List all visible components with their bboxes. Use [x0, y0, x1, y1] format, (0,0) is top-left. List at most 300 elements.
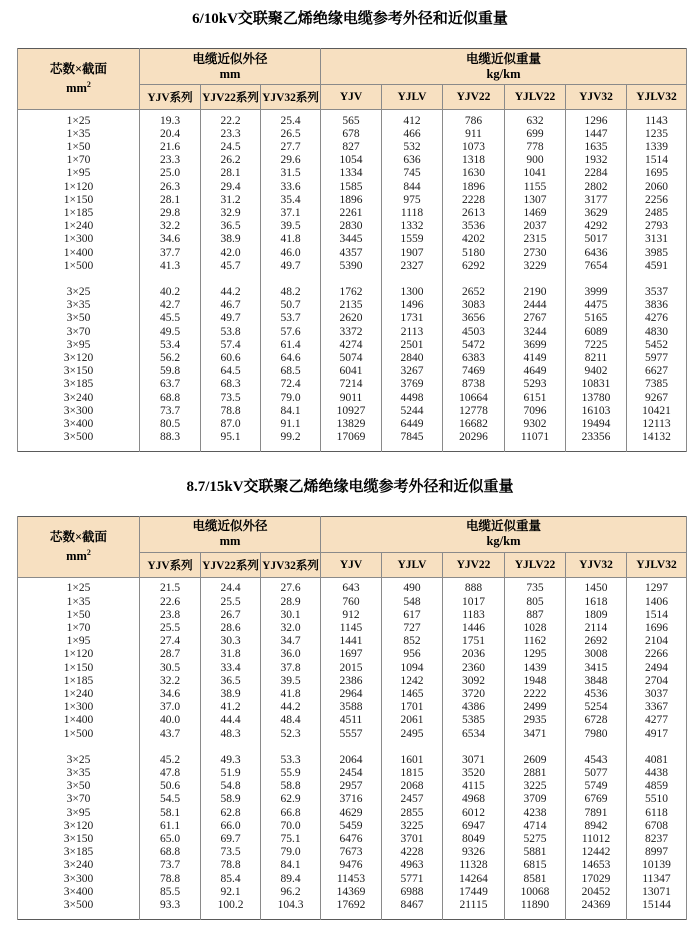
table-row: [18, 767, 687, 780]
value-cell: 78.8: [140, 873, 201, 886]
value-cell: 2485: [627, 207, 687, 220]
value-cell: 95.1: [201, 431, 261, 444]
value-cell: 1318: [443, 154, 505, 167]
value-cell: 2964: [321, 688, 382, 701]
table-row: [18, 820, 687, 833]
spec-cell: 3×70: [18, 326, 140, 339]
value-cell: 1054: [321, 154, 382, 167]
value-cell: 73.7: [140, 859, 201, 872]
table-row: [18, 728, 687, 741]
col-header-yjv-series: YJV系列: [140, 85, 201, 110]
value-cell: 68.3: [201, 378, 261, 391]
value-cell: 23.8: [140, 609, 201, 622]
spec-cell: 3×500: [18, 899, 140, 912]
table-row: [18, 115, 687, 128]
value-cell: 17449: [443, 886, 505, 899]
value-cell: 66.8: [261, 807, 321, 820]
value-cell: 4629: [321, 807, 382, 820]
value-cell: 3999: [566, 286, 627, 299]
value-cell: 23.3: [201, 128, 261, 141]
value-cell: 5017: [566, 233, 627, 246]
value-cell: 8738: [443, 378, 505, 391]
value-cell: 62.8: [201, 807, 261, 820]
value-cell: 5510: [627, 793, 687, 806]
value-cell: 3267: [382, 365, 443, 378]
value-cell: 11328: [443, 859, 505, 872]
value-cell: 1041: [505, 167, 566, 180]
value-cell: 4202: [443, 233, 505, 246]
table-row: [18, 662, 687, 675]
col-header-yjlv: YJLV: [382, 85, 443, 110]
spec-cell: 1×185: [18, 675, 140, 688]
value-cell: 3471: [505, 728, 566, 741]
value-cell: 2315: [505, 233, 566, 246]
value-cell: 7096: [505, 405, 566, 418]
spec-header-label: 芯数×截面: [49, 529, 108, 544]
value-cell: 2457: [382, 793, 443, 806]
value-cell: 1332: [382, 220, 443, 233]
value-cell: 19494: [566, 418, 627, 431]
value-cell: 6151: [505, 392, 566, 405]
spacer-cell: [627, 444, 687, 451]
value-cell: 1932: [566, 154, 627, 167]
value-cell: 17692: [321, 899, 382, 912]
value-cell: 63.7: [140, 378, 201, 391]
table-row: [18, 833, 687, 846]
wt-group-header: [321, 516, 687, 552]
value-cell: 14653: [566, 859, 627, 872]
value-cell: 6988: [382, 886, 443, 899]
value-cell: 3415: [566, 662, 627, 675]
value-cell: 6627: [627, 365, 687, 378]
value-cell: 36.0: [261, 648, 321, 661]
spacer-cell: [261, 741, 321, 754]
value-cell: 9402: [566, 365, 627, 378]
value-cell: 8997: [627, 846, 687, 859]
value-cell: 1296: [566, 115, 627, 128]
value-cell: 3699: [505, 339, 566, 352]
spacer-cell: [321, 444, 382, 451]
value-cell: 17029: [566, 873, 627, 886]
spec-cell: 3×500: [18, 431, 140, 444]
value-cell: 1469: [505, 207, 566, 220]
value-cell: 40.2: [140, 286, 201, 299]
table-row: [18, 339, 687, 352]
value-cell: 16682: [443, 418, 505, 431]
spacer-cell: [140, 912, 201, 919]
value-cell: 9326: [443, 846, 505, 859]
value-cell: 2730: [505, 247, 566, 260]
spec-cell: 3×185: [18, 846, 140, 859]
table-row: [18, 780, 687, 793]
value-cell: 2499: [505, 701, 566, 714]
table-row: [18, 431, 687, 444]
spec-cell: 3×400: [18, 418, 140, 431]
spec-cell: 1×50: [18, 141, 140, 154]
table-row: [18, 247, 687, 260]
value-cell: 745: [382, 167, 443, 180]
spacer-cell: [382, 273, 443, 286]
spacer-cell: [505, 741, 566, 754]
value-cell: 54.5: [140, 793, 201, 806]
value-cell: 72.4: [261, 378, 321, 391]
spec-cell: 1×25: [18, 582, 140, 595]
value-cell: 38.9: [201, 233, 261, 246]
value-cell: 69.7: [201, 833, 261, 846]
value-cell: 2454: [321, 767, 382, 780]
table-row: [18, 207, 687, 220]
value-cell: 1896: [443, 181, 505, 194]
value-cell: 78.8: [201, 859, 261, 872]
col-header-yjv32: YJV32: [566, 85, 627, 110]
table-row: [18, 807, 687, 820]
value-cell: 22.2: [201, 115, 261, 128]
value-cell: 2068: [382, 780, 443, 793]
col-header-yjv32-series: YJV32系列: [261, 552, 321, 577]
value-cell: 4475: [566, 299, 627, 312]
table-row: [18, 635, 687, 648]
group-gap-row: [18, 273, 687, 286]
spacer-cell: [201, 912, 261, 919]
value-cell: 54.8: [201, 780, 261, 793]
value-cell: 2114: [566, 622, 627, 635]
value-cell: 2222: [505, 688, 566, 701]
cable-table-6-10kv: [17, 48, 687, 452]
value-cell: 13829: [321, 418, 382, 431]
value-cell: 28.6: [201, 622, 261, 635]
value-cell: 4830: [627, 326, 687, 339]
value-cell: 11347: [627, 873, 687, 886]
value-cell: 1465: [382, 688, 443, 701]
value-cell: 48.2: [261, 286, 321, 299]
value-cell: 4649: [505, 365, 566, 378]
spec-cell: 1×400: [18, 714, 140, 727]
value-cell: 6436: [566, 247, 627, 260]
value-cell: 1235: [627, 128, 687, 141]
spec-cell: 1×500: [18, 260, 140, 273]
value-cell: 11071: [505, 431, 566, 444]
value-cell: 68.5: [261, 365, 321, 378]
value-cell: 2444: [505, 299, 566, 312]
value-cell: 2855: [382, 807, 443, 820]
value-cell: 4963: [382, 859, 443, 872]
value-cell: 4386: [443, 701, 505, 714]
value-cell: 617: [382, 609, 443, 622]
value-cell: 15144: [627, 899, 687, 912]
value-cell: 20.4: [140, 128, 201, 141]
value-cell: 888: [443, 582, 505, 595]
spacer-cell: [566, 741, 627, 754]
value-cell: 1145: [321, 622, 382, 635]
value-cell: 3445: [321, 233, 382, 246]
value-cell: 1601: [382, 754, 443, 767]
value-cell: 6947: [443, 820, 505, 833]
table-row: [18, 622, 687, 635]
value-cell: 8049: [443, 833, 505, 846]
value-cell: 2327: [382, 260, 443, 273]
table-row: [18, 701, 687, 714]
value-cell: 25.5: [201, 596, 261, 609]
value-cell: 2620: [321, 312, 382, 325]
table-title-8-7-15kv: 8.7/15kV交联聚乙烯绝缘电缆参考外径和近似重量: [186, 478, 514, 495]
value-cell: 12113: [627, 418, 687, 431]
value-cell: 26.5: [261, 128, 321, 141]
value-cell: 3769: [382, 378, 443, 391]
value-cell: 1496: [382, 299, 443, 312]
spacer-cell: [505, 912, 566, 919]
value-cell: 75.1: [261, 833, 321, 846]
table-row: [18, 648, 687, 661]
spacer-cell: [505, 273, 566, 286]
value-cell: 2957: [321, 780, 382, 793]
value-cell: 49.7: [201, 312, 261, 325]
value-cell: 79.0: [261, 846, 321, 859]
value-cell: 412: [382, 115, 443, 128]
value-cell: 27.7: [261, 141, 321, 154]
spec-cell: 1×120: [18, 181, 140, 194]
value-cell: 14369: [321, 886, 382, 899]
value-cell: 40.0: [140, 714, 201, 727]
value-cell: 4543: [566, 754, 627, 767]
value-cell: 490: [382, 582, 443, 595]
table-row: [18, 181, 687, 194]
value-cell: 39.5: [261, 220, 321, 233]
value-cell: 65.0: [140, 833, 201, 846]
value-cell: 39.5: [261, 675, 321, 688]
value-cell: 5293: [505, 378, 566, 391]
table-row: [18, 859, 687, 872]
value-cell: 48.4: [261, 714, 321, 727]
spec-cell: 3×70: [18, 793, 140, 806]
spacer-cell: [140, 273, 201, 286]
value-cell: 10927: [321, 405, 382, 418]
spec-header: [18, 516, 140, 577]
value-cell: 6041: [321, 365, 382, 378]
value-cell: 805: [505, 596, 566, 609]
value-cell: 5452: [627, 339, 687, 352]
table-row: [18, 793, 687, 806]
value-cell: 34.6: [140, 688, 201, 701]
value-cell: 636: [382, 154, 443, 167]
value-cell: 8237: [627, 833, 687, 846]
value-cell: 100.2: [201, 899, 261, 912]
table-row: [18, 194, 687, 207]
value-cell: 10831: [566, 378, 627, 391]
value-cell: 1295: [505, 648, 566, 661]
value-cell: 1559: [382, 233, 443, 246]
value-cell: 85.4: [201, 873, 261, 886]
value-cell: 96.2: [261, 886, 321, 899]
value-cell: 3037: [627, 688, 687, 701]
value-cell: 2266: [627, 648, 687, 661]
wt-group-header: [321, 49, 687, 85]
spec-cell: 3×240: [18, 859, 140, 872]
value-cell: 21.5: [140, 582, 201, 595]
value-cell: 2015: [321, 662, 382, 675]
value-cell: 4149: [505, 352, 566, 365]
value-cell: 34.7: [261, 635, 321, 648]
table-row: [18, 352, 687, 365]
value-cell: 1300: [382, 286, 443, 299]
value-cell: 8211: [566, 352, 627, 365]
value-cell: 2609: [505, 754, 566, 767]
value-cell: 2613: [443, 207, 505, 220]
value-cell: 3836: [627, 299, 687, 312]
value-cell: 51.9: [201, 767, 261, 780]
spacer-cell: [201, 741, 261, 754]
value-cell: 70.0: [261, 820, 321, 833]
value-cell: 45.2: [140, 754, 201, 767]
value-cell: 42.7: [140, 299, 201, 312]
spec-cell: 3×300: [18, 405, 140, 418]
value-cell: 4498: [382, 392, 443, 405]
value-cell: 2767: [505, 312, 566, 325]
value-cell: 23356: [566, 431, 627, 444]
value-cell: 61.4: [261, 339, 321, 352]
value-cell: 4081: [627, 754, 687, 767]
value-cell: 16103: [566, 405, 627, 418]
value-cell: 41.8: [261, 688, 321, 701]
table-row: [18, 286, 687, 299]
value-cell: 19.3: [140, 115, 201, 128]
value-cell: 53.4: [140, 339, 201, 352]
value-cell: 4917: [627, 728, 687, 741]
value-cell: 36.5: [201, 220, 261, 233]
value-cell: 2386: [321, 675, 382, 688]
value-cell: 32.9: [201, 207, 261, 220]
value-cell: 1297: [627, 582, 687, 595]
value-cell: 2261: [321, 207, 382, 220]
spacer-cell: [140, 444, 201, 451]
value-cell: 25.5: [140, 622, 201, 635]
value-cell: 27.6: [261, 582, 321, 595]
value-cell: 2037: [505, 220, 566, 233]
table-body-8-7-15kv: [18, 577, 687, 919]
spacer-row: [18, 444, 687, 451]
value-cell: 1815: [382, 767, 443, 780]
spec-cell: 1×150: [18, 662, 140, 675]
value-cell: 1406: [627, 596, 687, 609]
spec-cell: 1×50: [18, 609, 140, 622]
wt-group-unit: kg/km: [486, 66, 521, 81]
od-group-unit: mm: [219, 66, 241, 81]
value-cell: 37.7: [140, 247, 201, 260]
value-cell: 6476: [321, 833, 382, 846]
value-cell: 53.8: [201, 326, 261, 339]
col-header-yjlv22: YJLV22: [505, 552, 566, 577]
value-cell: 7214: [321, 378, 382, 391]
col-header-yjlv: YJLV: [382, 552, 443, 577]
value-cell: 30.5: [140, 662, 201, 675]
value-cell: 5557: [321, 728, 382, 741]
col-header-yjlv22: YJLV22: [505, 85, 566, 110]
table-row: [18, 167, 687, 180]
table-title-6-10kv: 6/10kV交联聚乙烯绝缘电缆参考外径和近似重量: [192, 11, 508, 27]
value-cell: 1446: [443, 622, 505, 635]
table-row: [18, 392, 687, 405]
value-cell: 34.6: [140, 233, 201, 246]
spec-cell: 1×185: [18, 207, 140, 220]
value-cell: 852: [382, 635, 443, 648]
value-cell: 64.6: [261, 352, 321, 365]
value-cell: 4438: [627, 767, 687, 780]
value-cell: 47.8: [140, 767, 201, 780]
value-cell: 4511: [321, 714, 382, 727]
table-row: [18, 846, 687, 859]
value-cell: 4503: [443, 326, 505, 339]
value-cell: 53.3: [261, 754, 321, 767]
spec-cell: 1×35: [18, 128, 140, 141]
table-row: [18, 609, 687, 622]
value-cell: 13780: [566, 392, 627, 405]
value-cell: 8942: [566, 820, 627, 833]
value-cell: 28.9: [261, 596, 321, 609]
table-row: [18, 886, 687, 899]
value-cell: 2830: [321, 220, 382, 233]
value-cell: 3083: [443, 299, 505, 312]
value-cell: 7891: [566, 807, 627, 820]
value-cell: 4714: [505, 820, 566, 833]
value-cell: 5074: [321, 352, 382, 365]
value-cell: 2881: [505, 767, 566, 780]
value-cell: 25.4: [261, 115, 321, 128]
table-row: [18, 596, 687, 609]
spacer-cell: [382, 912, 443, 919]
spacer-cell: [566, 912, 627, 919]
value-cell: 6089: [566, 326, 627, 339]
value-cell: 1630: [443, 167, 505, 180]
value-cell: 85.5: [140, 886, 201, 899]
table-row: [18, 675, 687, 688]
value-cell: 3225: [505, 780, 566, 793]
spacer-cell: [321, 273, 382, 286]
value-cell: 11890: [505, 899, 566, 912]
value-cell: 93.3: [140, 899, 201, 912]
spacer-cell: [261, 912, 321, 919]
value-cell: 79.0: [261, 392, 321, 405]
value-cell: 548: [382, 596, 443, 609]
od-group-header: [140, 49, 321, 85]
value-cell: 6118: [627, 807, 687, 820]
value-cell: 4536: [566, 688, 627, 701]
value-cell: 1695: [627, 167, 687, 180]
value-cell: 66.0: [201, 820, 261, 833]
spec-cell: 1×70: [18, 622, 140, 635]
value-cell: 4859: [627, 780, 687, 793]
spec-cell: 3×120: [18, 352, 140, 365]
value-cell: 13071: [627, 886, 687, 899]
value-cell: 844: [382, 181, 443, 194]
spec-cell: 1×25: [18, 115, 140, 128]
spacer-cell: [140, 741, 201, 754]
spacer-cell: [627, 741, 687, 754]
spec-header-unit: $mm^2$: [66, 79, 91, 96]
spec-cell: 3×35: [18, 299, 140, 312]
value-cell: 2802: [566, 181, 627, 194]
value-cell: 2135: [321, 299, 382, 312]
value-cell: 466: [382, 128, 443, 141]
spec-cell: 3×95: [18, 807, 140, 820]
value-cell: 1514: [627, 154, 687, 167]
col-header-yjv22-series: YJV22系列: [201, 85, 261, 110]
value-cell: 21.6: [140, 141, 201, 154]
value-cell: 6292: [443, 260, 505, 273]
spacer-cell: [321, 741, 382, 754]
value-cell: 5180: [443, 247, 505, 260]
value-cell: 2501: [382, 339, 443, 352]
value-cell: 1697: [321, 648, 382, 661]
col-header-yjv22-series: YJV22系列: [201, 552, 261, 577]
